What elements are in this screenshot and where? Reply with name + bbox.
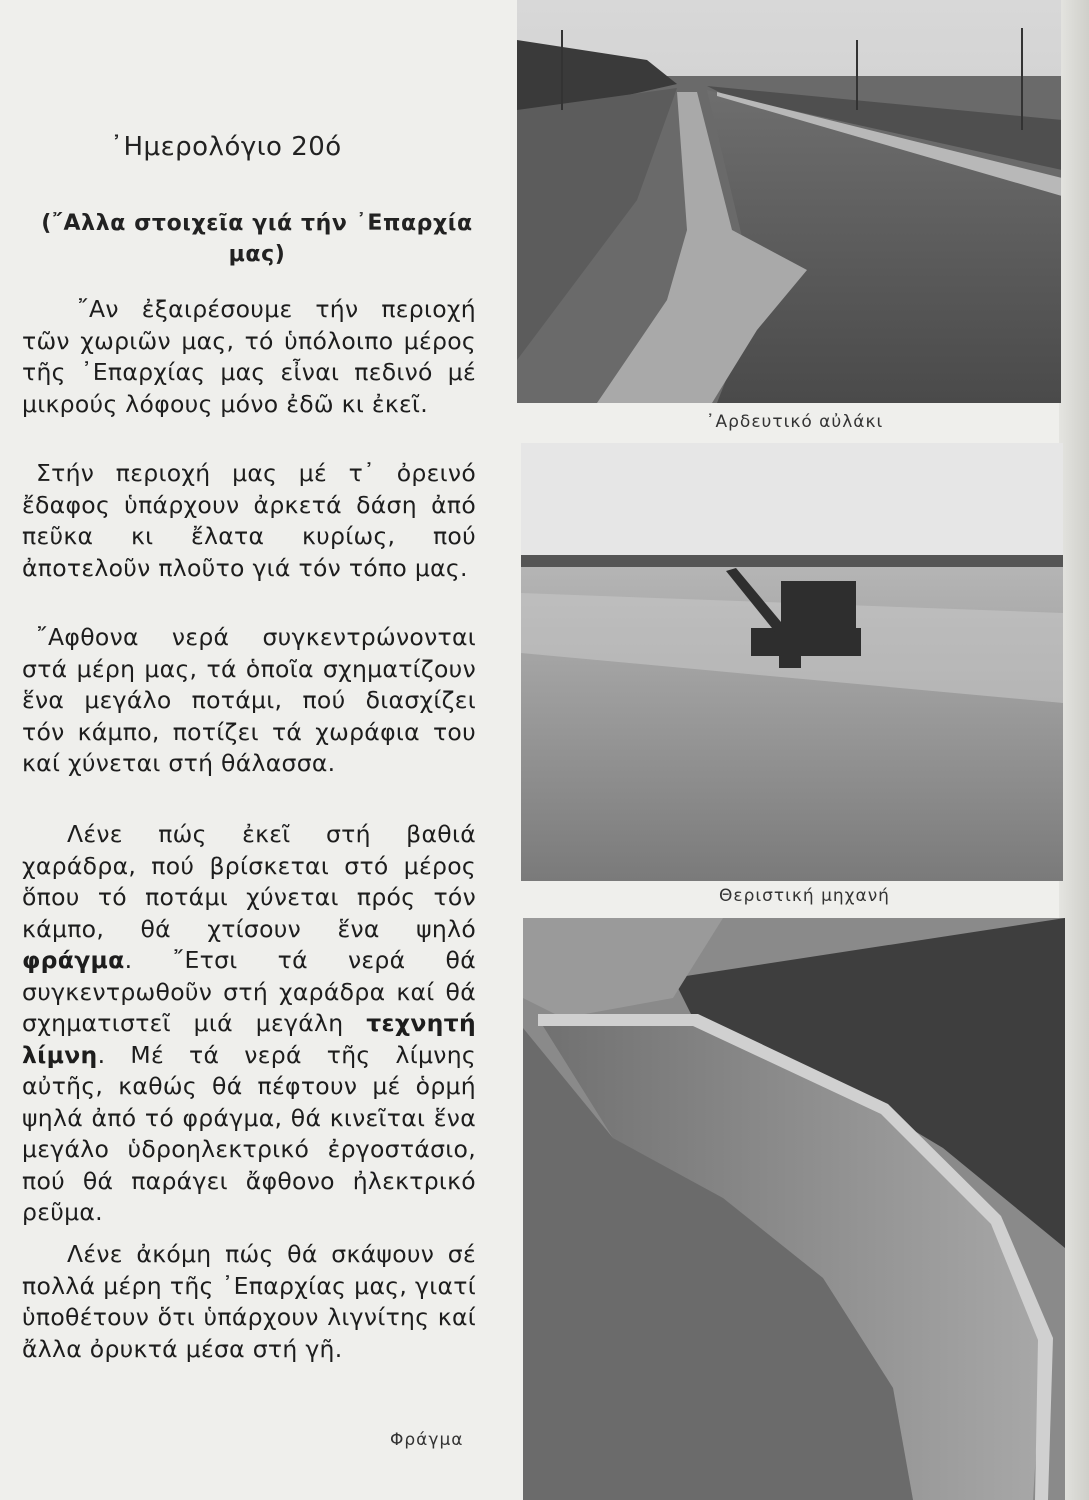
article-subtitle: (῎Αλλα στοιχεῖα γιά τήν ᾿Επαρχία μας) — [41, 211, 473, 267]
paragraph-text: ῎Αν ἐξαιρέσουμε τήν περιοχή τῶν χωριῶν μας, τό ὑπόλοιπο μέρος τῆς ᾿Επαρχίας μας εἶναι πεδινό μέ μικρούς λόφους μόνο ἐδῶ κι ἐκεῖ. — [22, 295, 476, 418]
paragraph-plains — [22, 294, 476, 420]
paragraph-forests — [22, 458, 476, 584]
bold-term-artificial-lake: τεχνητή λίμνη — [22, 1009, 476, 1069]
harvester-caption: Θεριστική μηχανή — [719, 886, 890, 906]
paragraph-dam — [22, 819, 476, 1229]
paragraph-text: . Μέ τά νερά τῆς λίμνης αὐτῆς, καθώς θά πέφτουν μέ ὁρμή ψηλά ἀπό τό φράγμα, θά κινεῖται ἕνα μεγάλο ὑδροηλεκτρικό ἐργοστάσιο, πού θά παράγει ἄφθονο ἠλεκτρικό ρεῦμα. — [22, 1040, 476, 1226]
dam-caption: Φράγμα — [390, 1430, 464, 1450]
paragraph-river — [22, 622, 476, 780]
paragraph-text: ῎Αφθονα νερά συγκεντρώνονται στά μέρη μας, τά ὁποῖα σχηματίζουν ἕνα μεγάλο ποτάμι, πού διασχίζει τόν κάμπο, ποτίζει τά χωράφια του καί χύνεται στή θάλασσα. — [22, 623, 476, 777]
paragraph-text: Στήν περιοχή μας μέ τ᾿ ὀρεινό ἔδαφος ὑπάρχουν ἀρκετά δάση ἀπό πεῦκα κι ἔλατα κυρίως, πού ἀποτελοῦν πλοῦτο γιά τόν τόπο μας. — [22, 459, 476, 582]
paragraph-text: Λένε ἀκόμη πώς θά σκάψουν σέ πολλά μέρη τῆς ᾿Επαρχίας μας, γιατί ὑποθέτουν ὅτι ὑπάρχουν λιγνίτης καί ἄλλα ὀρυκτά μέσα στή γῆ. — [22, 1240, 476, 1363]
article-text-column — [22, 0, 502, 1500]
article-title: ᾿Ημερολόγιο 20ό — [110, 132, 342, 162]
paragraph-text: Λένε πώς ἐκεῖ στή βαθιά χαράδρα, πού βρίσκεται στό μέρος ὅπου τό ποτάμι χύνεται πρός τόν κάμπο, θά χτίσουν ἕνα ψηλό — [22, 820, 476, 943]
paragraph-text: . ῎Ετσι τά νερά θά συγκεντρωθοῦν στή χαράδρα καί θά σχηματιστεῖ μιά μεγάλη — [22, 946, 476, 1037]
dam-photo — [523, 918, 1065, 1500]
paragraph-minerals — [22, 1239, 476, 1365]
irrigation-canal-caption: ᾿Αρδευτικό αὐλάκι — [706, 412, 884, 432]
bold-term-dam: φράγμα — [22, 946, 125, 974]
irrigation-canal-photo — [517, 0, 1061, 403]
harvester-photo — [521, 443, 1063, 881]
